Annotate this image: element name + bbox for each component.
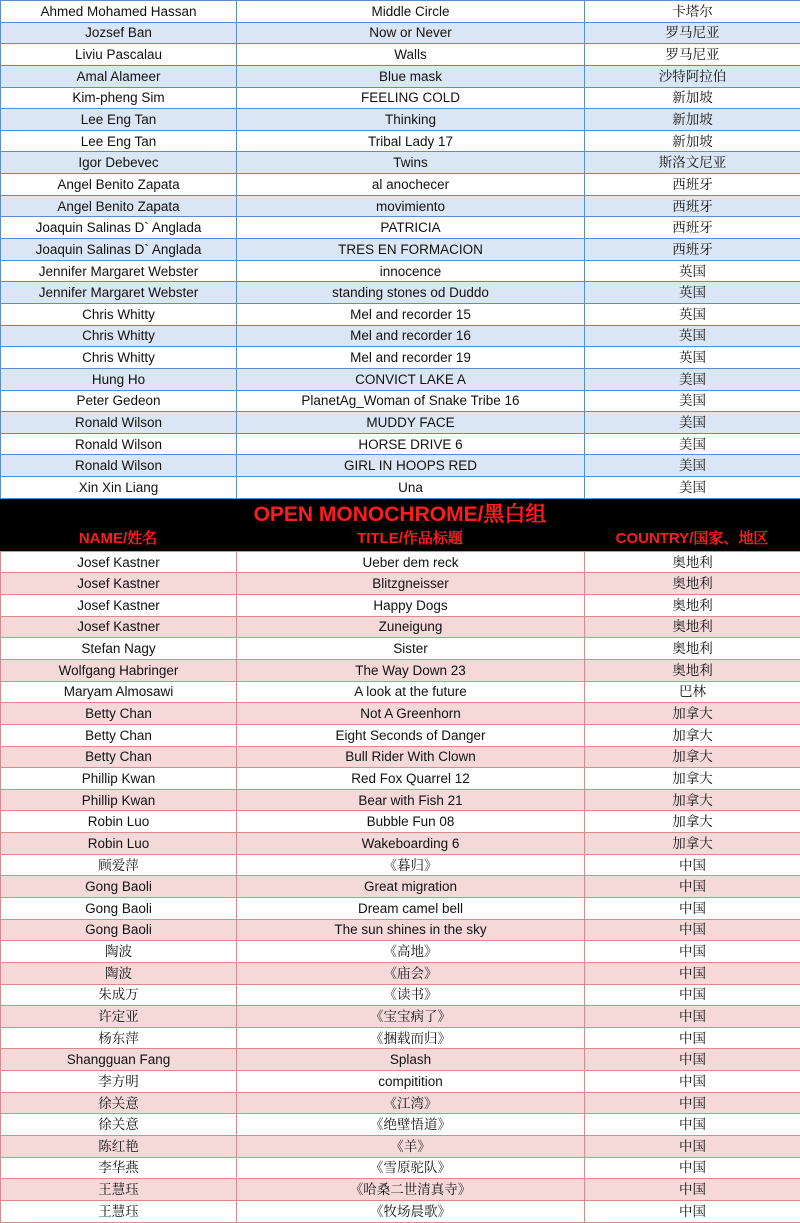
entrant-name-cell: 顾爱萍 xyxy=(1,854,237,876)
work-title-cell: Mel and recorder 15 xyxy=(237,303,585,325)
work-title-cell: Walls xyxy=(237,44,585,66)
table-row xyxy=(1,22,800,44)
country-cell: 斯洛文尼亚 xyxy=(585,152,800,174)
table-row xyxy=(1,195,800,217)
country-cell: 英国 xyxy=(585,260,800,282)
table-row xyxy=(1,477,800,499)
table-row xyxy=(1,876,800,898)
country-cell: 美国 xyxy=(585,433,800,455)
entrant-name-cell: Betty Chan xyxy=(1,724,237,746)
entrant-name-cell: Josef Kastner xyxy=(1,616,237,638)
work-title-cell: 《宝宝病了》 xyxy=(237,1006,585,1028)
entrant-name-cell: Chris Whitty xyxy=(1,325,237,347)
table-row xyxy=(1,1027,800,1049)
entrant-name-cell: Phillip Kwan xyxy=(1,768,237,790)
country-cell: 英国 xyxy=(585,347,800,369)
country-cell: 中国 xyxy=(585,1136,800,1158)
country-cell: 加拿大 xyxy=(585,789,800,811)
work-title-cell: al anochecer xyxy=(237,174,585,196)
country-cell: 中国 xyxy=(585,984,800,1006)
country-cell: 中国 xyxy=(585,1200,800,1222)
entrant-name-cell: Liviu Pascalau xyxy=(1,44,237,66)
entrant-name-cell: Josef Kastner xyxy=(1,573,237,595)
country-cell: 美国 xyxy=(585,477,800,499)
entrant-name-cell: Stefan Nagy xyxy=(1,638,237,660)
entrant-name-cell: Chris Whitty xyxy=(1,347,237,369)
table-row xyxy=(1,239,800,261)
entrant-name-cell: Gong Baoli xyxy=(1,897,237,919)
table-row xyxy=(1,282,800,304)
country-cell: 中国 xyxy=(585,854,800,876)
entrant-name-cell: Joaquin Salinas D` Anglada xyxy=(1,239,237,261)
work-title-cell: Tribal Lady 17 xyxy=(237,130,585,152)
work-title-cell: The sun shines in the sky xyxy=(237,919,585,941)
entrant-name-cell: 朱成万 xyxy=(1,984,237,1006)
country-cell: 奥地利 xyxy=(585,616,800,638)
country-cell: 加拿大 xyxy=(585,746,800,768)
country-cell: 卡塔尔 xyxy=(585,1,800,23)
country-cell: 奥地利 xyxy=(585,638,800,660)
country-cell: 中国 xyxy=(585,1049,800,1071)
entrant-name-cell: Wolfgang Habringer xyxy=(1,659,237,681)
work-title-cell: MUDDY FACE xyxy=(237,412,585,434)
table-row xyxy=(1,1,800,23)
work-title-cell: Thinking xyxy=(237,109,585,131)
column-headers xyxy=(0,528,800,550)
table-row xyxy=(1,347,800,369)
table-row xyxy=(1,833,800,855)
table-row xyxy=(1,1179,800,1201)
table-row xyxy=(1,260,800,282)
entrant-name-cell: Ronald Wilson xyxy=(1,433,237,455)
work-title-cell: 《高地》 xyxy=(237,941,585,963)
table-row xyxy=(1,1006,800,1028)
country-cell: 美国 xyxy=(585,390,800,412)
work-title-cell: Una xyxy=(237,477,585,499)
work-title-cell: Happy Dogs xyxy=(237,595,585,617)
country-cell: 中国 xyxy=(585,1179,800,1201)
table-row xyxy=(1,573,800,595)
country-cell: 奥地利 xyxy=(585,551,800,573)
work-title-cell: Dream camel bell xyxy=(237,897,585,919)
work-title-cell: Blitzgneisser xyxy=(237,573,585,595)
work-title-cell: 《牧场晨歌》 xyxy=(237,1200,585,1222)
table-row xyxy=(1,390,800,412)
work-title-cell: Middle Circle xyxy=(237,1,585,23)
monochrome-entries-body xyxy=(1,551,800,1222)
work-title-cell: 《暮归》 xyxy=(237,854,585,876)
country-cell: 中国 xyxy=(585,897,800,919)
country-cell: 沙特阿拉伯 xyxy=(585,65,800,87)
country-cell: 中国 xyxy=(585,1114,800,1136)
table-row xyxy=(1,152,800,174)
section-title: OPEN MONOCHROME/黑白组 xyxy=(0,502,800,528)
table-row xyxy=(1,746,800,768)
work-title-cell: 《绝壁悟道》 xyxy=(237,1114,585,1136)
work-title-cell: Bubble Fun 08 xyxy=(237,811,585,833)
table-row xyxy=(1,789,800,811)
work-title-cell: innocence xyxy=(237,260,585,282)
table-row xyxy=(1,325,800,347)
work-title-cell: 《捆载而归》 xyxy=(237,1027,585,1049)
entrant-name-cell: Robin Luo xyxy=(1,811,237,833)
table-row xyxy=(1,703,800,725)
country-cell: 英国 xyxy=(585,282,800,304)
table-row xyxy=(1,724,800,746)
country-cell: 新加坡 xyxy=(585,109,800,131)
table-row xyxy=(1,1136,800,1158)
table-row xyxy=(1,854,800,876)
table-row xyxy=(1,919,800,941)
entrant-name-cell: Amal Alameer xyxy=(1,65,237,87)
country-cell: 罗马尼亚 xyxy=(585,44,800,66)
table-row xyxy=(1,455,800,477)
table-row xyxy=(1,412,800,434)
table-row xyxy=(1,433,800,455)
entrant-name-cell: Kim-pheng Sim xyxy=(1,87,237,109)
color-entries-table xyxy=(0,0,800,499)
country-cell: 英国 xyxy=(585,325,800,347)
country-cell: 美国 xyxy=(585,368,800,390)
table-row xyxy=(1,368,800,390)
country-cell: 中国 xyxy=(585,1006,800,1028)
entrant-name-cell: Robin Luo xyxy=(1,833,237,855)
work-title-cell: 《江湾》 xyxy=(237,1092,585,1114)
work-title-cell: A look at the future xyxy=(237,681,585,703)
entrant-name-cell: Gong Baoli xyxy=(1,876,237,898)
entrant-name-cell: Peter Gedeon xyxy=(1,390,237,412)
country-cell: 中国 xyxy=(585,876,800,898)
entrant-name-cell: Ahmed Mohamed Hassan xyxy=(1,1,237,23)
table-row xyxy=(1,174,800,196)
country-cell: 中国 xyxy=(585,962,800,984)
country-cell: 西班牙 xyxy=(585,239,800,261)
work-title-cell: Splash xyxy=(237,1049,585,1071)
table-row xyxy=(1,1114,800,1136)
country-cell: 中国 xyxy=(585,919,800,941)
work-title-cell: Mel and recorder 19 xyxy=(237,347,585,369)
work-title-cell: Blue mask xyxy=(237,65,585,87)
entrant-name-cell: Ronald Wilson xyxy=(1,455,237,477)
country-cell: 加拿大 xyxy=(585,768,800,790)
table-row xyxy=(1,638,800,660)
entrant-name-cell: Gong Baoli xyxy=(1,919,237,941)
table-row xyxy=(1,1049,800,1071)
column-header-country: COUNTRY/国家、地区 xyxy=(584,528,800,550)
entrant-name-cell: 李方明 xyxy=(1,1071,237,1093)
table-row xyxy=(1,1157,800,1179)
work-title-cell: The Way Down 23 xyxy=(237,659,585,681)
work-title-cell: Great migration xyxy=(237,876,585,898)
table-row xyxy=(1,87,800,109)
table-row xyxy=(1,616,800,638)
entrant-name-cell: Jennifer Margaret Webster xyxy=(1,282,237,304)
table-row xyxy=(1,941,800,963)
table-row xyxy=(1,109,800,131)
work-title-cell: Twins xyxy=(237,152,585,174)
country-cell: 新加坡 xyxy=(585,130,800,152)
country-cell: 奥地利 xyxy=(585,659,800,681)
country-cell: 中国 xyxy=(585,941,800,963)
work-title-cell: CONVICT LAKE A xyxy=(237,368,585,390)
entrant-name-cell: 徐关意 xyxy=(1,1114,237,1136)
table-row xyxy=(1,130,800,152)
entrant-name-cell: 陈红艳 xyxy=(1,1136,237,1158)
entrant-name-cell: Angel Benito Zapata xyxy=(1,195,237,217)
work-title-cell: Zuneigung xyxy=(237,616,585,638)
entrant-name-cell: 王慧珏 xyxy=(1,1200,237,1222)
monochrome-entries-table xyxy=(0,551,800,1223)
entrant-name-cell: Ronald Wilson xyxy=(1,412,237,434)
country-cell: 美国 xyxy=(585,455,800,477)
table-row xyxy=(1,551,800,573)
table-row xyxy=(1,962,800,984)
entrant-name-cell: Xin Xin Liang xyxy=(1,477,237,499)
monochrome-section-header xyxy=(0,499,800,551)
entrant-name-cell: Josef Kastner xyxy=(1,551,237,573)
table-row xyxy=(1,984,800,1006)
work-title-cell: 《庙会》 xyxy=(237,962,585,984)
country-cell: 中国 xyxy=(585,1157,800,1179)
table-row xyxy=(1,811,800,833)
country-cell: 奥地利 xyxy=(585,573,800,595)
work-title-cell: FEELING COLD xyxy=(237,87,585,109)
country-cell: 巴林 xyxy=(585,681,800,703)
country-cell: 新加坡 xyxy=(585,87,800,109)
entrant-name-cell: Chris Whitty xyxy=(1,303,237,325)
work-title-cell: Ueber dem reck xyxy=(237,551,585,573)
table-row xyxy=(1,595,800,617)
table-row xyxy=(1,897,800,919)
country-cell: 加拿大 xyxy=(585,833,800,855)
entrant-name-cell: Jennifer Margaret Webster xyxy=(1,260,237,282)
table-row xyxy=(1,1071,800,1093)
country-cell: 加拿大 xyxy=(585,811,800,833)
color-entries-body xyxy=(1,1,800,499)
table-row xyxy=(1,44,800,66)
entrant-name-cell: 杨东萍 xyxy=(1,1027,237,1049)
entrant-name-cell: Joaquin Salinas D` Anglada xyxy=(1,217,237,239)
entrant-name-cell: Betty Chan xyxy=(1,746,237,768)
work-title-cell: movimiento xyxy=(237,195,585,217)
work-title-cell: Bull Rider With Clown xyxy=(237,746,585,768)
column-header-title: TITLE/作品标题 xyxy=(236,528,584,550)
work-title-cell: Wakeboarding 6 xyxy=(237,833,585,855)
entrant-name-cell: Shangguan Fang xyxy=(1,1049,237,1071)
country-cell: 中国 xyxy=(585,1071,800,1093)
entrant-name-cell: Maryam Almosawi xyxy=(1,681,237,703)
entrant-name-cell: Lee Eng Tan xyxy=(1,130,237,152)
entrant-name-cell: 王慧珏 xyxy=(1,1179,237,1201)
work-title-cell: PlanetAg_Woman of Snake Tribe 16 xyxy=(237,390,585,412)
entrant-name-cell: Hung Ho xyxy=(1,368,237,390)
country-cell: 英国 xyxy=(585,303,800,325)
entrant-name-cell: 李华燕 xyxy=(1,1157,237,1179)
country-cell: 加拿大 xyxy=(585,703,800,725)
table-row xyxy=(1,681,800,703)
country-cell: 西班牙 xyxy=(585,195,800,217)
work-title-cell: TRES EN FORMACION xyxy=(237,239,585,261)
table-row xyxy=(1,659,800,681)
country-cell: 西班牙 xyxy=(585,174,800,196)
work-title-cell: compitition xyxy=(237,1071,585,1093)
work-title-cell: Sister xyxy=(237,638,585,660)
work-title-cell: HORSE DRIVE 6 xyxy=(237,433,585,455)
entrant-name-cell: Phillip Kwan xyxy=(1,789,237,811)
work-title-cell: Bear with Fish 21 xyxy=(237,789,585,811)
work-title-cell: Mel and recorder 16 xyxy=(237,325,585,347)
work-title-cell: 《雪原驼队》 xyxy=(237,1157,585,1179)
work-title-cell: 《哈桑二世清真寺》 xyxy=(237,1179,585,1201)
work-title-cell: standing stones od Duddo xyxy=(237,282,585,304)
entrant-name-cell: 陶波 xyxy=(1,962,237,984)
entrant-name-cell: Josef Kastner xyxy=(1,595,237,617)
entrant-name-cell: Lee Eng Tan xyxy=(1,109,237,131)
work-title-cell: 《羊》 xyxy=(237,1136,585,1158)
country-cell: 奥地利 xyxy=(585,595,800,617)
country-cell: 西班牙 xyxy=(585,217,800,239)
entrant-name-cell: Jozsef Ban xyxy=(1,22,237,44)
country-cell: 加拿大 xyxy=(585,724,800,746)
work-title-cell: Now or Never xyxy=(237,22,585,44)
table-row xyxy=(1,1200,800,1222)
work-title-cell: Not A Greenhorn xyxy=(237,703,585,725)
table-row xyxy=(1,65,800,87)
entrant-name-cell: Igor Debevec xyxy=(1,152,237,174)
work-title-cell: GIRL IN HOOPS RED xyxy=(237,455,585,477)
country-cell: 中国 xyxy=(585,1027,800,1049)
table-row xyxy=(1,1092,800,1114)
country-cell: 美国 xyxy=(585,412,800,434)
table-row xyxy=(1,303,800,325)
work-title-cell: Eight Seconds of Danger xyxy=(237,724,585,746)
entrant-name-cell: 许定亚 xyxy=(1,1006,237,1028)
column-header-name: NAME/姓名 xyxy=(0,528,236,550)
work-title-cell: 《读书》 xyxy=(237,984,585,1006)
entrant-name-cell: Betty Chan xyxy=(1,703,237,725)
work-title-cell: PATRICIA xyxy=(237,217,585,239)
entrant-name-cell: 陶波 xyxy=(1,941,237,963)
table-row xyxy=(1,768,800,790)
entrant-name-cell: Angel Benito Zapata xyxy=(1,174,237,196)
entrant-name-cell: 徐关意 xyxy=(1,1092,237,1114)
table-row xyxy=(1,217,800,239)
work-title-cell: Red Fox Quarrel 12 xyxy=(237,768,585,790)
country-cell: 罗马尼亚 xyxy=(585,22,800,44)
country-cell: 中国 xyxy=(585,1092,800,1114)
